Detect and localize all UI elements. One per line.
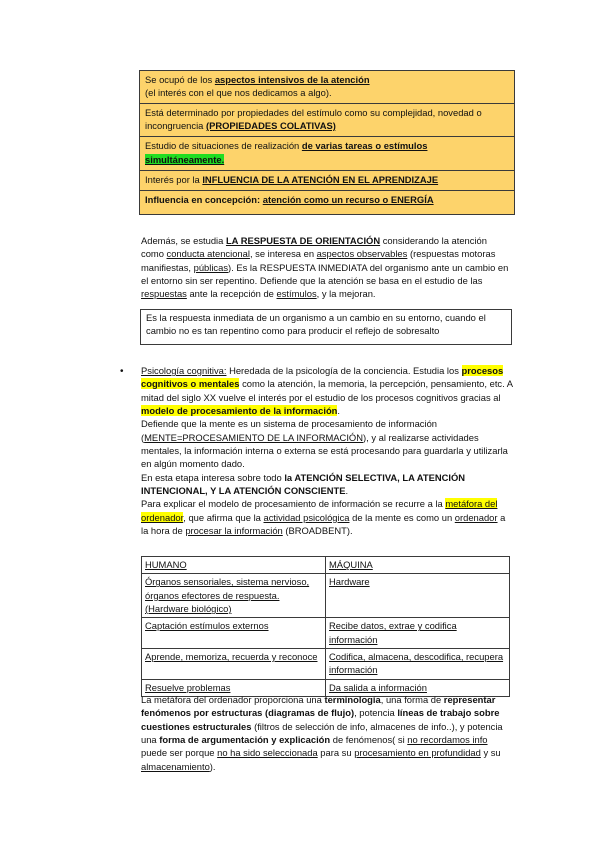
table-header-row: [142, 557, 510, 574]
note-text: Es la respuesta inmediata de un organismo a un cambio en su entorno, cuando el cambio no es tan repentino como para producir el reflejo de sobresalto: [146, 312, 486, 337]
table-cell: Recibe datos, extrae y codifica información: [326, 618, 510, 649]
text: , que afirma que la: [183, 511, 264, 523]
text-underline: aspectos observables: [316, 248, 408, 260]
text: Heredada de la psicología de la conciencia. Estudia los: [226, 365, 462, 376]
table-row: [142, 618, 510, 649]
table-row: [140, 137, 515, 171]
table-cell: [140, 137, 515, 171]
table-cell: [140, 71, 515, 104]
table-row: [140, 171, 515, 191]
text: .: [345, 485, 349, 497]
text-emphasis: representar fenómenos por estructuras (diagramas de flujo): [141, 694, 496, 719]
text: La metáfora del ordenador proporciona una: [141, 694, 325, 705]
cell-emphasis: aspectos intensivos de la atención: [214, 74, 370, 85]
table-row: [142, 649, 510, 680]
bullet-icon: •: [120, 366, 124, 377]
text: ). Es la RESPUESTA INMEDIATA del organismo ante un cambio en el entorno sin ser repentino. Defiende que la atención se basa en el estudio de las: [141, 261, 509, 287]
text: (filtros de selección de info, almacenes de info..), y potencia una: [141, 720, 503, 746]
paragraph-psicologia-cognitiva: [141, 364, 513, 537]
orange-summary-table: [139, 70, 515, 215]
cell-text: Se ocupó de los: [145, 74, 215, 85]
humano-maquina-table: [141, 556, 510, 697]
text-underline: MENTE=PROCESAMIENTO DE LA INFORMACIÓN: [144, 431, 363, 443]
text: , y la mejoran.: [316, 288, 376, 300]
table-cell: Órganos sensoriales, sistema nervioso, órganos efectores de respuesta. (Hardware biológico): [142, 574, 326, 618]
text-highlight: modelo de procesamiento de la información: [141, 405, 338, 417]
table-cell: Hardware: [326, 574, 510, 618]
text: , potencia: [354, 707, 398, 719]
text-underline: procesamiento en profundidad: [354, 747, 481, 759]
cell-text: Está determinado por propiedades del estímulo como su complejidad, novedad o incongruencia: [145, 106, 482, 132]
text: Además, se estudia: [141, 235, 226, 246]
table-row: [140, 71, 515, 104]
paragraph-metafora-ordenador: [141, 693, 513, 773]
cell-text: Estudio de situaciones de realización: [145, 140, 302, 152]
text: Defiende que la mente es un sistema de procesamiento de información (: [141, 418, 438, 443]
text: , se interesa en: [249, 248, 317, 260]
text-underline: no ha sido seleccionada: [217, 747, 318, 759]
cell-highlight: simultáneamente.: [145, 153, 225, 165]
boxed-definition-note: [140, 309, 512, 345]
text: a la hora de: [141, 511, 506, 537]
text-underline: estímulos: [276, 288, 317, 300]
text-underline: procesar la información: [185, 525, 283, 537]
table-cell: [140, 171, 515, 191]
text: (respuestas motoras manifiestas,: [141, 248, 496, 273]
text-emphasis: la ATENCIÓN SELECTIVA, LA ATENCIÓN INTENCIONAL, Y LA ATENCIÓN CONSCIENTE: [141, 471, 466, 497]
text: ), y al realizarse actividades mentales, la información interna o externa se está procesando para guardarla y utilizarla en algún momento dado.: [141, 431, 508, 470]
text: de la mente es como un: [349, 511, 455, 523]
text: considerando la atención como: [141, 235, 487, 260]
text-emphasis: líneas de trabajo sobre cuestiones estructurales: [141, 707, 500, 732]
text-highlight: metáfora del ordenador: [141, 498, 498, 523]
cell-emphasis: INFLUENCIA DE LA ATENCIÓN EN EL APRENDIZAJE: [202, 174, 439, 186]
cell-emphasis: (PROPIEDADES COLATIVAS): [205, 120, 336, 132]
header-cell-maquina: MÁQUINA: [326, 557, 510, 574]
table-cell: Captación estímulos externos: [142, 618, 326, 649]
table-cell: Codifica, almacena, descodifica, recupera información: [326, 649, 510, 680]
paragraph-respuesta-orientacion: [141, 234, 509, 301]
text: para su: [317, 747, 355, 759]
text: Para explicar el modelo de procesamiento de información se recurre a la: [141, 498, 446, 510]
table-row: [140, 191, 515, 214]
text-underline: no recordamos info: [407, 734, 488, 746]
cell-emphasis: de varias tareas o estímulos: [301, 140, 428, 152]
text-underline: actividad psicológica: [263, 511, 350, 523]
table-cell: [140, 103, 515, 137]
cell-emphasis: atención como un recurso o ENERGÍA: [262, 194, 434, 206]
text-emphasis: terminología: [324, 694, 381, 705]
table-cell: Da salida a información: [326, 679, 510, 696]
table-cell: Resuelve problemas: [142, 679, 326, 696]
text: ante la recepción de: [186, 288, 277, 300]
header-cell-humano: HUMANO: [142, 557, 326, 574]
section-term: Psicología cognitiva:: [141, 365, 227, 376]
cell-text: Interés por la: [145, 174, 203, 186]
text-underline: ordenador: [454, 511, 498, 523]
text: , una forma de: [380, 694, 444, 705]
table-row: [140, 103, 515, 137]
table-cell: [140, 191, 515, 214]
text-emphasis: forma de argumentación y explicación: [159, 734, 331, 746]
text: como la atención, la memoria, la percepción, pensamiento, etc. A mitad del siglo XX vuelve el interés por el estudio de los procesos cognitivos gracias al: [141, 378, 513, 403]
text: ).: [209, 760, 216, 772]
text: .: [337, 405, 341, 417]
text: y su: [480, 747, 501, 759]
text-underline: almacenamiento: [141, 760, 210, 772]
text-emphasis: LA RESPUESTA DE ORIENTACIÓN: [225, 235, 381, 246]
text-highlight: procesos cognitivos o mentales: [141, 365, 504, 390]
cell-text: Influencia en concepción:: [145, 194, 263, 206]
text: En esta etapa interesa sobre todo: [141, 471, 285, 483]
table-cell: Aprende, memoriza, recuerda y reconoce: [142, 649, 326, 680]
text-underline: respuestas: [141, 288, 187, 300]
text: (BROADBENT).: [282, 525, 353, 537]
text-underline: conducta atencional: [166, 248, 250, 260]
text: de fenómenos( si: [330, 734, 408, 746]
cell-text: (el interés con el que nos dedicamos a algo).: [145, 87, 332, 99]
text-underline: públicas: [193, 261, 229, 273]
text: puede ser porque: [141, 747, 218, 759]
table-row: [142, 574, 510, 618]
